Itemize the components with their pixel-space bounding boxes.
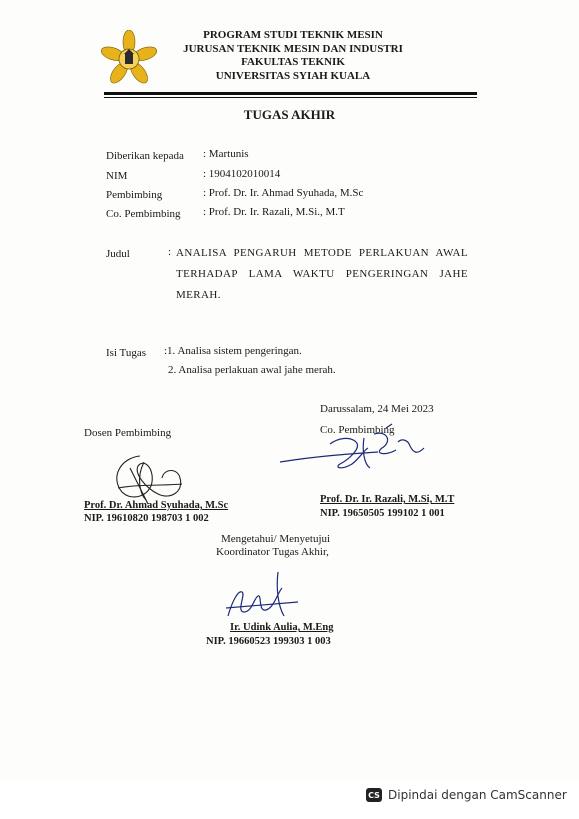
right-signer-nip: NIP. 19650505 199102 1 001 [320, 508, 445, 519]
header-line-1: PROGRAM STUDI TEKNIK MESIN [203, 29, 383, 41]
judul-label: Judul [106, 248, 130, 260]
left-signature [100, 448, 200, 508]
center-signature [222, 568, 302, 624]
document-title: TUGAS AKHIR [243, 107, 336, 122]
judul-colon: : [168, 246, 172, 258]
header-line-2: JURUSAN TEKNIK MESIN DAN INDUSTRI [183, 42, 403, 55]
camscanner-text: Dipindai dengan CamScanner [388, 788, 567, 802]
camscanner-logo-icon: CS [366, 788, 382, 802]
diberikan-value: : Martunis [203, 148, 249, 160]
header-line-3: FAKULTAS TEKNIK [241, 56, 345, 68]
institution-header [168, 29, 418, 83]
diberikan-label: Diberikan kepada [106, 150, 184, 162]
co-pembimbing-value: : Prof. Dr. Ir. Razali, M.Si., M.T [203, 206, 345, 218]
nim-value: : 1904102010014 [203, 168, 281, 180]
coordinator-nip: NIP. 19660523 199303 1 003 [206, 636, 331, 647]
approval-line-1: Mengetahui/ Menyetujui [221, 533, 331, 545]
isi-tugas-label: Isi Tugas [106, 347, 147, 359]
pembimbing-label: Pembimbing [106, 189, 163, 201]
judul-text: ANALISA PENGARUH METODE PERLAKUAN AWAL TERHADAP LAMA WAKTU PENGERINGAN JAHE MERAH. [176, 247, 468, 301]
right-role: Co. Pembimbing [320, 424, 395, 436]
coordinator-name: Ir. Udink Aulia, M.Eng [230, 622, 334, 633]
header-rule-thin [104, 97, 477, 98]
right-signer-name: Prof. Dr. Ir. Razali, M.Si, M.T [320, 494, 455, 505]
nim-label: NIM [106, 170, 128, 182]
left-role: Dosen Pembimbing [84, 427, 172, 439]
isi-tugas-item-1: :1. Analisa sistem pengeringan. [164, 345, 302, 357]
university-logo [100, 30, 158, 88]
place-date: Darussalam, 24 Mei 2023 [320, 403, 434, 415]
co-pembimbing-label: Co. Pembimbing [106, 208, 181, 220]
approval-line-2: Koordinator Tugas Akhir, [216, 546, 329, 558]
camscanner-watermark [366, 786, 567, 804]
left-signer-name: Prof. Dr. Ahmad Syuhada, M.Sc [84, 500, 229, 511]
header-rule-thick [104, 92, 477, 95]
right-signature [278, 420, 428, 480]
pembimbing-value: : Prof. Dr. Ir. Ahmad Syuhada, M.Sc [203, 187, 364, 199]
left-signer-nip: NIP. 19610820 198703 1 002 [84, 513, 209, 524]
isi-tugas-item-2: 2. Analisa perlakuan awal jahe merah. [168, 364, 336, 376]
header-line-4: UNIVERSITAS SYIAH KUALA [215, 69, 371, 82]
